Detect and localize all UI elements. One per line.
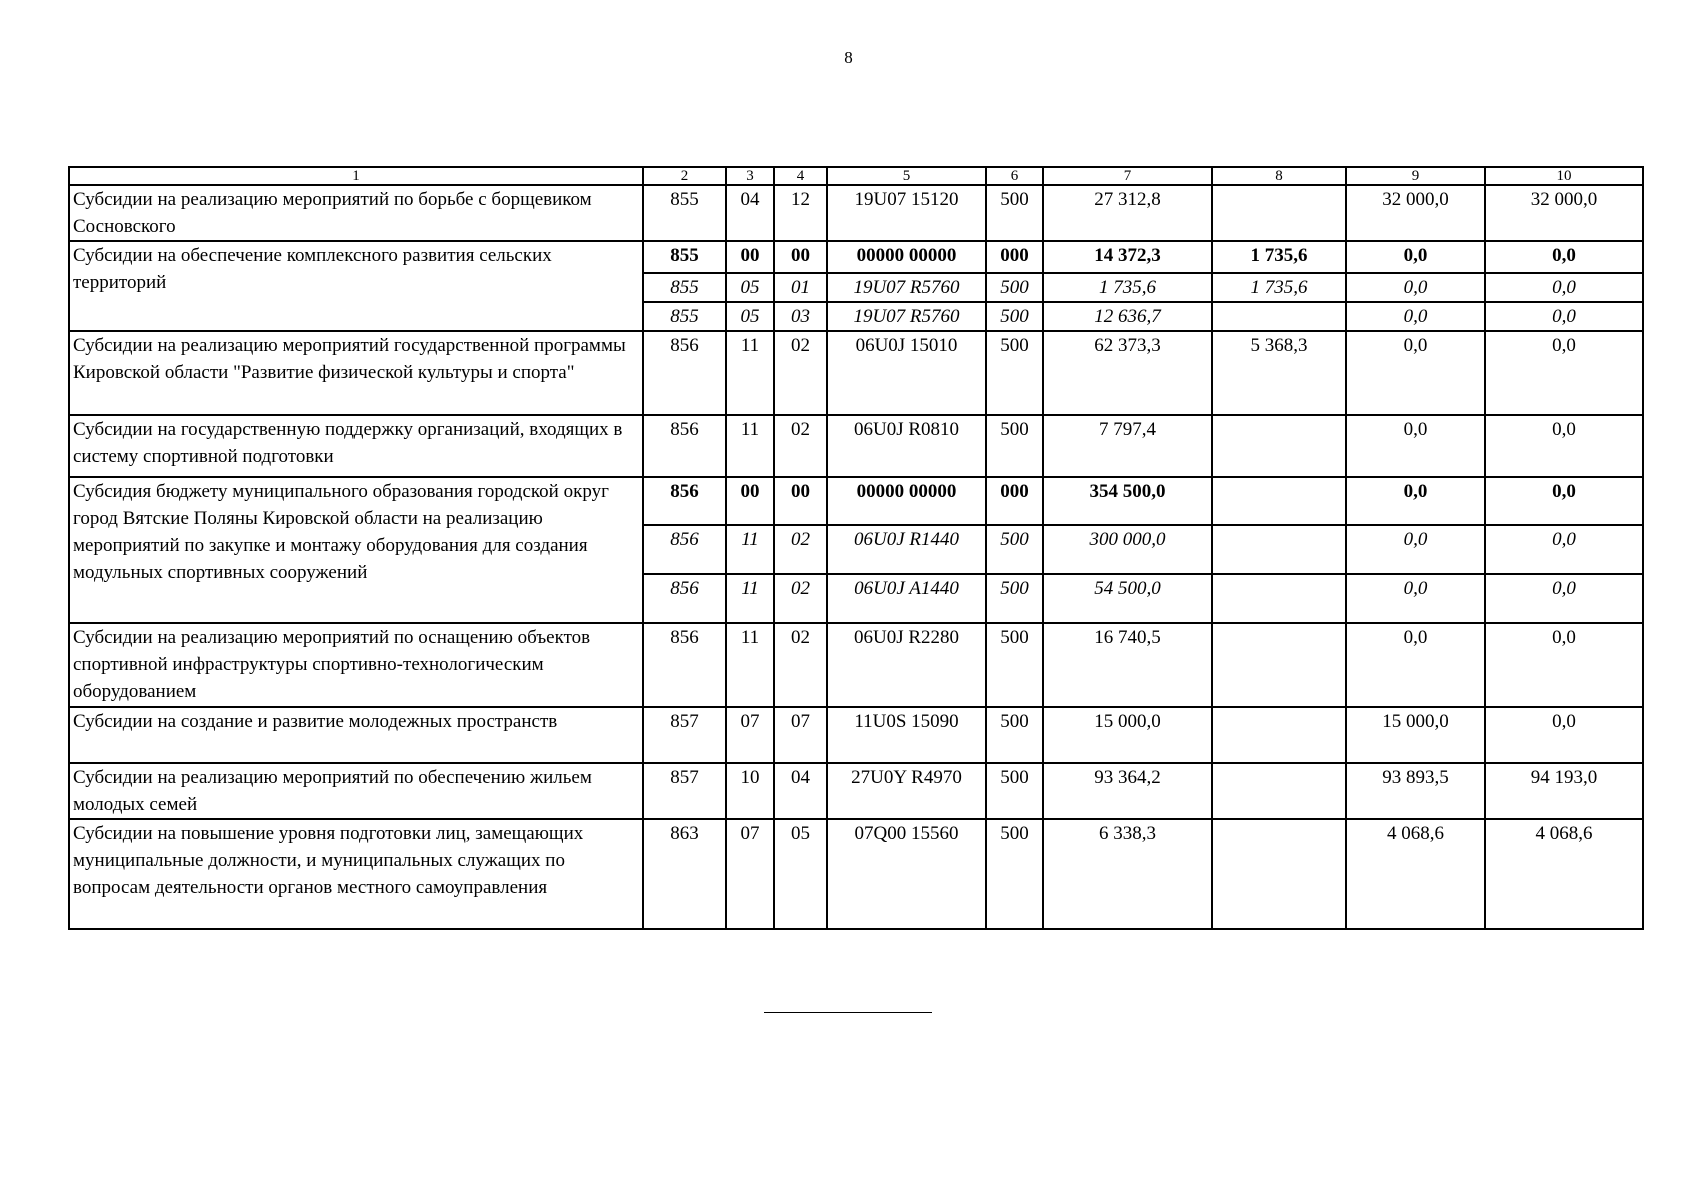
table-row bbox=[69, 185, 1643, 241]
table-cell: 10 bbox=[726, 763, 774, 819]
table-cell: 00 bbox=[774, 241, 827, 273]
table-cell bbox=[1212, 707, 1346, 763]
table-cell: 02 bbox=[774, 525, 827, 574]
table-cell: 0,0 bbox=[1346, 477, 1485, 525]
table-cell: 6 338,3 bbox=[1043, 819, 1212, 929]
table-cell: 855 bbox=[643, 302, 726, 331]
table-cell: 500 bbox=[986, 302, 1043, 331]
table-cell: 27 312,8 bbox=[1043, 185, 1212, 241]
table-cell: 15 000,0 bbox=[1043, 707, 1212, 763]
table-cell: 500 bbox=[986, 819, 1043, 929]
table-cell: 0,0 bbox=[1485, 623, 1643, 707]
table-cell: 07 bbox=[726, 707, 774, 763]
table-cell: 19U07 R5760 bbox=[827, 273, 986, 302]
table-row bbox=[69, 415, 1643, 477]
table-cell: 11U0S 15090 bbox=[827, 707, 986, 763]
table-cell: 01 bbox=[774, 273, 827, 302]
row-name: Субсидии на повышение уровня подготовки лиц, замещающих муниципальные должности, и муниципальных служащих по вопросам деятельности органов местного самоуправления bbox=[69, 819, 643, 929]
table-cell: 00000 00000 bbox=[827, 477, 986, 525]
table-cell: 5 368,3 bbox=[1212, 331, 1346, 415]
table-cell: 00000 00000 bbox=[827, 241, 986, 273]
table-cell: 03 bbox=[774, 302, 827, 331]
header-row bbox=[69, 167, 1643, 185]
table-cell: 857 bbox=[643, 707, 726, 763]
table-cell: 54 500,0 bbox=[1043, 574, 1212, 623]
table-row bbox=[69, 331, 1643, 415]
table-cell: 19U07 15120 bbox=[827, 185, 986, 241]
table-cell: 02 bbox=[774, 331, 827, 415]
column-header: 10 bbox=[1485, 167, 1643, 185]
table-cell: 500 bbox=[986, 331, 1043, 415]
table-cell bbox=[1212, 623, 1346, 707]
table-row bbox=[69, 819, 1643, 929]
table-cell: 12 bbox=[774, 185, 827, 241]
table-cell bbox=[1212, 819, 1346, 929]
table-cell: 0,0 bbox=[1346, 241, 1485, 273]
column-header: 8 bbox=[1212, 167, 1346, 185]
table-cell: 15 000,0 bbox=[1346, 707, 1485, 763]
table-cell: 0,0 bbox=[1485, 707, 1643, 763]
table-cell: 0,0 bbox=[1346, 302, 1485, 331]
table-cell: 0,0 bbox=[1346, 574, 1485, 623]
table-cell: 32 000,0 bbox=[1346, 185, 1485, 241]
table-cell: 1 735,6 bbox=[1043, 273, 1212, 302]
table-cell: 0,0 bbox=[1485, 477, 1643, 525]
column-header: 6 bbox=[986, 167, 1043, 185]
table-cell: 05 bbox=[726, 273, 774, 302]
row-name: Субсидия бюджету муниципального образования городской округ город Вятские Поляны Кировской области на реализацию мероприятий по закупке и монтажу оборудования для создания модульных спортивных сооружений bbox=[69, 477, 643, 623]
table-cell: 0,0 bbox=[1485, 302, 1643, 331]
table-cell: 04 bbox=[774, 763, 827, 819]
table-cell: 1 735,6 bbox=[1212, 273, 1346, 302]
column-header: 1 bbox=[69, 167, 643, 185]
table-cell: 16 740,5 bbox=[1043, 623, 1212, 707]
table-cell: 07Q00 15560 bbox=[827, 819, 986, 929]
table-cell: 27U0Y R4970 bbox=[827, 763, 986, 819]
table-cell: 02 bbox=[774, 574, 827, 623]
table-row bbox=[69, 763, 1643, 819]
table-cell bbox=[1212, 525, 1346, 574]
table-cell: 500 bbox=[986, 707, 1043, 763]
table-cell: 11 bbox=[726, 574, 774, 623]
table-cell: 500 bbox=[986, 185, 1043, 241]
table-cell: 856 bbox=[643, 623, 726, 707]
table-cell: 0,0 bbox=[1346, 623, 1485, 707]
table-cell bbox=[1212, 574, 1346, 623]
table-cell: 0,0 bbox=[1485, 241, 1643, 273]
table-row bbox=[69, 623, 1643, 707]
table-cell: 11 bbox=[726, 415, 774, 477]
table-cell bbox=[1212, 415, 1346, 477]
table-cell: 000 bbox=[986, 241, 1043, 273]
table-cell: 93 893,5 bbox=[1346, 763, 1485, 819]
table-cell: 000 bbox=[986, 477, 1043, 525]
table-cell: 500 bbox=[986, 415, 1043, 477]
table-cell: 04 bbox=[726, 185, 774, 241]
table-cell: 11 bbox=[726, 525, 774, 574]
table-cell: 300 000,0 bbox=[1043, 525, 1212, 574]
table-cell: 855 bbox=[643, 185, 726, 241]
table-cell: 856 bbox=[643, 331, 726, 415]
table-cell: 856 bbox=[643, 477, 726, 525]
column-header: 5 bbox=[827, 167, 986, 185]
table-cell: 855 bbox=[643, 241, 726, 273]
row-name: Субсидии на создание и развитие молодежных пространств bbox=[69, 707, 643, 763]
table-cell: 0,0 bbox=[1346, 331, 1485, 415]
table-cell: 06U0J A1440 bbox=[827, 574, 986, 623]
table-cell: 14 372,3 bbox=[1043, 241, 1212, 273]
row-name: Субсидии на государственную поддержку организаций, входящих в систему спортивной подготовки bbox=[69, 415, 643, 477]
table-cell: 856 bbox=[643, 574, 726, 623]
table-cell: 07 bbox=[774, 707, 827, 763]
table-cell: 500 bbox=[986, 525, 1043, 574]
table-cell: 500 bbox=[986, 574, 1043, 623]
table-cell: 500 bbox=[986, 273, 1043, 302]
table-cell: 02 bbox=[774, 623, 827, 707]
table-cell: 06U0J R1440 bbox=[827, 525, 986, 574]
footer-rule bbox=[764, 1012, 932, 1013]
table-cell: 0,0 bbox=[1485, 273, 1643, 302]
table-cell: 0,0 bbox=[1346, 415, 1485, 477]
table-cell: 00 bbox=[726, 477, 774, 525]
table-cell: 05 bbox=[774, 819, 827, 929]
table-cell: 19U07 R5760 bbox=[827, 302, 986, 331]
table-cell: 00 bbox=[726, 241, 774, 273]
table-cell: 0,0 bbox=[1485, 574, 1643, 623]
table-cell: 0,0 bbox=[1346, 273, 1485, 302]
table-cell: 62 373,3 bbox=[1043, 331, 1212, 415]
table-cell bbox=[1212, 302, 1346, 331]
row-name: Субсидии на реализацию мероприятий по борьбе с борщевиком Сосновского bbox=[69, 185, 643, 241]
table-cell: 06U0J R2280 bbox=[827, 623, 986, 707]
table-cell: 855 bbox=[643, 273, 726, 302]
column-header: 7 bbox=[1043, 167, 1212, 185]
table-cell: 857 bbox=[643, 763, 726, 819]
table-cell bbox=[1212, 185, 1346, 241]
column-header: 9 bbox=[1346, 167, 1485, 185]
column-header: 2 bbox=[643, 167, 726, 185]
table-cell: 0,0 bbox=[1485, 331, 1643, 415]
table-cell: 354 500,0 bbox=[1043, 477, 1212, 525]
table-cell: 4 068,6 bbox=[1346, 819, 1485, 929]
table-cell: 856 bbox=[643, 525, 726, 574]
table-cell: 11 bbox=[726, 623, 774, 707]
table-cell bbox=[1212, 477, 1346, 525]
table-cell: 863 bbox=[643, 819, 726, 929]
table-cell: 1 735,6 bbox=[1212, 241, 1346, 273]
table-row bbox=[69, 707, 1643, 763]
table-cell: 06U0J R0810 bbox=[827, 415, 986, 477]
table-row bbox=[69, 241, 1643, 273]
table-cell: 500 bbox=[986, 623, 1043, 707]
column-header: 4 bbox=[774, 167, 827, 185]
table-cell: 11 bbox=[726, 331, 774, 415]
table-cell bbox=[1212, 763, 1346, 819]
table-cell: 93 364,2 bbox=[1043, 763, 1212, 819]
row-name: Субсидии на реализацию мероприятий по обеспечению жильем молодых семей bbox=[69, 763, 643, 819]
table-cell: 0,0 bbox=[1485, 415, 1643, 477]
budget-table bbox=[68, 166, 1644, 930]
page-number: 8 bbox=[844, 48, 853, 67]
table-cell: 4 068,6 bbox=[1485, 819, 1643, 929]
table-cell: 07 bbox=[726, 819, 774, 929]
table-cell: 32 000,0 bbox=[1485, 185, 1643, 241]
table-cell: 94 193,0 bbox=[1485, 763, 1643, 819]
table-cell: 06U0J 15010 bbox=[827, 331, 986, 415]
table-cell: 7 797,4 bbox=[1043, 415, 1212, 477]
column-header: 3 bbox=[726, 167, 774, 185]
row-name: Субсидии на реализацию мероприятий по оснащению объектов спортивной инфраструктуры спортивно-технологическим оборудованием bbox=[69, 623, 643, 707]
table-cell: 12 636,7 bbox=[1043, 302, 1212, 331]
table-cell: 00 bbox=[774, 477, 827, 525]
table-cell: 500 bbox=[986, 763, 1043, 819]
table-cell: 0,0 bbox=[1346, 525, 1485, 574]
table-cell: 02 bbox=[774, 415, 827, 477]
row-name: Субсидии на реализацию мероприятий государственной программы Кировской области "Развитие физической культуры и спорта" bbox=[69, 331, 643, 415]
table-cell: 05 bbox=[726, 302, 774, 331]
table-cell: 856 bbox=[643, 415, 726, 477]
table-row bbox=[69, 477, 1643, 525]
table-cell: 0,0 bbox=[1485, 525, 1643, 574]
row-name: Субсидии на обеспечение комплексного развития сельских территорий bbox=[69, 241, 643, 331]
